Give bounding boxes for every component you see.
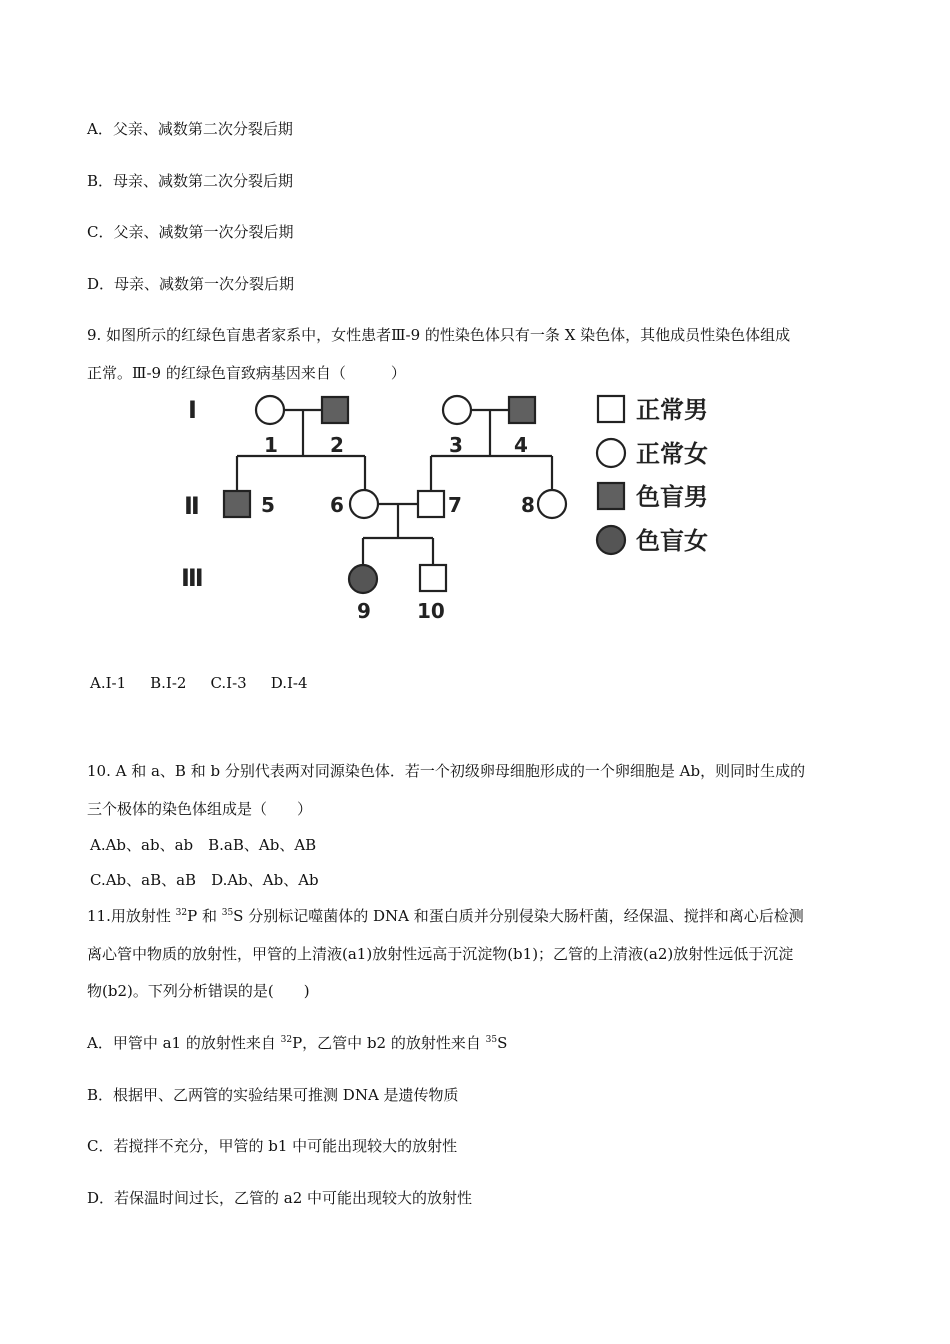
legend-colorblind-female: 色盲女 — [636, 527, 708, 555]
generation-label-1: Ⅰ — [188, 396, 197, 424]
member-10-label: 10 — [417, 599, 445, 623]
member-2-colorblind-male — [322, 397, 348, 423]
member-4-label: 4 — [514, 433, 528, 457]
member-9-colorblind-female — [349, 565, 377, 593]
q8-option-b: B．母亲、减数第二次分裂后期 — [87, 172, 294, 190]
member-4-colorblind-male — [509, 397, 535, 423]
q9-option-a: A.Ⅰ-1 — [90, 674, 127, 692]
generation-label-3: Ⅲ — [181, 564, 204, 592]
q9-stem-line1: 9. 如图所示的红绿色盲患者家系中，女性患者Ⅲ-9 的性染色体只有一条 X 染色体，其他成员性染色体组成 — [87, 326, 791, 344]
q10-stem-line1: 10. A 和 a、B 和 b 分别代表两对同源染色体．若一个初级卵母细胞形成的一个卵细胞是 Ab，则同时生成的 — [87, 762, 806, 780]
member-7-normal-male — [418, 491, 444, 517]
q11-stem-line1: 11.用放射性 $^{32}$P 和 $^{35}$S 分别标记噬菌体的 DNA 和蛋白质并分别侵染大肠杆菌，经保温、搅拌和离心后检测 — [87, 907, 804, 925]
q9-option-b: B.Ⅰ-2 — [150, 674, 187, 692]
member-9-label: 9 — [357, 599, 371, 623]
q10-options-row1: A.Ab、ab、ab B.aB、Ab、AB — [90, 836, 317, 854]
member-3-normal-female — [443, 396, 471, 424]
member-7-label: 7 — [448, 493, 462, 517]
legend-normal-female-icon — [597, 439, 625, 467]
legend-normal-female: 正常女 — [636, 440, 708, 468]
q10-options-row2: C.Ab、aB、aB D.Ab、Ab、Ab — [90, 871, 319, 889]
q9-option-d: D.Ⅰ-4 — [270, 674, 308, 692]
q9-options — [90, 674, 332, 692]
q8-option-c: C．父亲、减数第一次分裂后期 — [87, 223, 294, 241]
member-8-label: 8 — [521, 493, 535, 517]
legend-normal-male: 正常男 — [636, 396, 708, 424]
member-5-colorblind-male — [224, 491, 250, 517]
member-8-normal-female — [538, 490, 566, 518]
member-2-label: 2 — [330, 433, 344, 457]
legend-normal-male-icon — [598, 396, 624, 422]
q8-option-d: D．母亲、减数第一次分裂后期 — [87, 275, 295, 293]
q11-option-c: C．若搅拌不充分，甲管的 b1 中可能出现较大的放射性 — [87, 1137, 458, 1155]
member-10-normal-male — [420, 565, 446, 591]
member-6-label: 6 — [330, 493, 344, 517]
q9-option-c: C.Ⅰ-3 — [210, 674, 247, 692]
q11-stem-line2: 离心管中物质的放射性，甲管的上清液(a1)放射性远高于沉淀物(b1)；乙管的上清液(a2)放射性远低于沉淀 — [87, 945, 794, 963]
member-6-normal-female — [350, 490, 378, 518]
q11-stem-line3: 物(b2)。下列分析错误的是( ) — [87, 982, 310, 1000]
q8-option-a: A．父亲、减数第二次分裂后期 — [87, 120, 293, 138]
member-1-label: 1 — [264, 433, 278, 457]
q11-option-a: A．甲管中 a1 的放射性来自 $^{32}$P，乙管中 b2 的放射性来自 $^{35}$S — [87, 1034, 508, 1052]
q10-stem-line2: 三个极体的染色体组成是（ ） — [87, 800, 313, 818]
legend-colorblind-female-icon — [597, 526, 625, 554]
legend-colorblind-male-icon — [598, 483, 624, 509]
q11-option-d: D．若保温时间过长，乙管的 a2 中可能出现较大的放射性 — [87, 1189, 473, 1207]
member-3-label: 3 — [449, 433, 463, 457]
q11-option-b: B．根据甲、乙两管的实验结果可推测 DNA 是遗传物质 — [87, 1086, 459, 1104]
member-1-normal-female — [256, 396, 284, 424]
pedigree-chart — [180, 388, 740, 628]
generation-label-2: Ⅱ — [184, 492, 200, 520]
legend-colorblind-male: 色盲男 — [636, 483, 708, 511]
member-5-label: 5 — [261, 493, 275, 517]
q9-stem-line2: 正常。Ⅲ-9 的红绿色盲致病基因来自（ ） — [87, 364, 406, 382]
